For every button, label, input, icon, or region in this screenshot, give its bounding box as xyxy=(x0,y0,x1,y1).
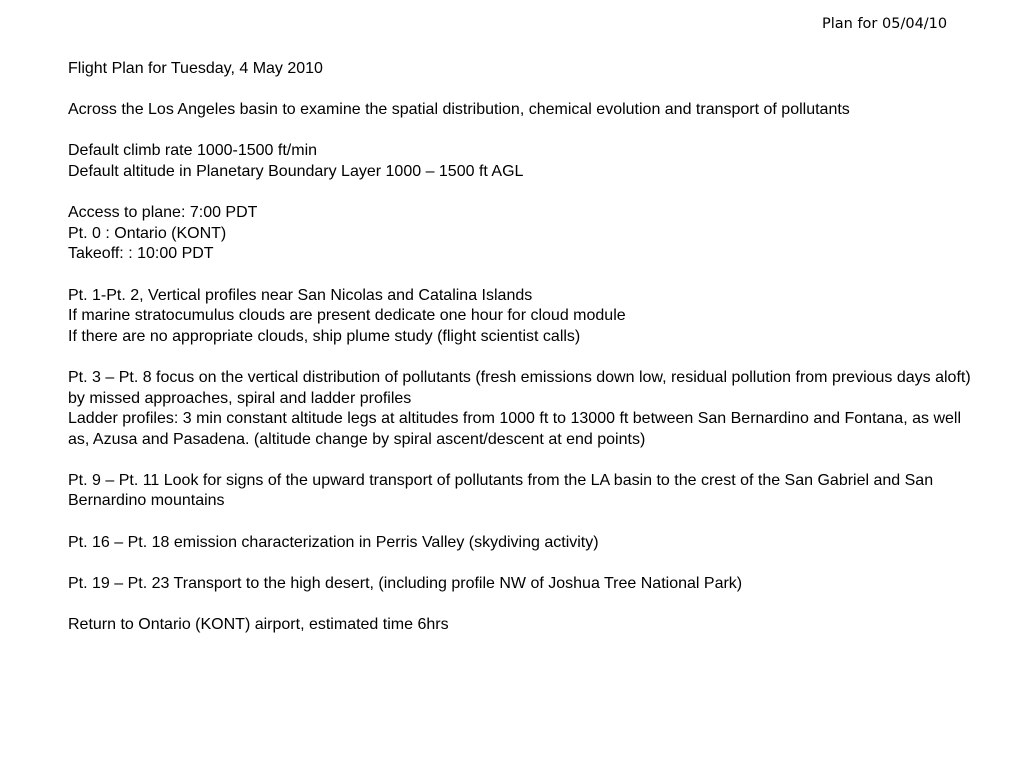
segment-1-2-cloud-module: If marine stratocumulus clouds are present dedicate one hour for cloud module xyxy=(68,307,626,325)
segment-3-8-focus: Pt. 3 – Pt. 8 focus on the vertical distribution of pollutants (fresh emissions down low, residual pollution from previous days aloft) by missed approaches, spiral and ladder profiles xyxy=(68,368,971,407)
start-point: Pt. 0 : Ontario (KONT) xyxy=(68,224,227,242)
spacer xyxy=(68,553,973,574)
segment-3-8-ladder-profiles: Ladder profiles: 3 min constant altitude legs at altitudes from 1000 ft to 13000 ft between San Bernardino and Fontana, as well as, Azusa and Pasadena. (altitude change by spiral ascent/descent at end points) xyxy=(68,410,961,448)
default-climb-rate: Default climb rate 1000-1500 ft/min xyxy=(68,142,318,160)
return-leg: Return to Ontario (KONT) airport, estimated time 6hrs xyxy=(68,616,449,634)
segment-19-23-high-desert: Pt. 19 – Pt. 23 Transport to the high desert, (including profile NW of Joshua Tree National Park) xyxy=(68,574,743,592)
flight-plan-body xyxy=(68,59,973,636)
spacer xyxy=(68,450,973,471)
segment-16-18-emissions: Pt. 16 – Pt. 18 emission characterization in Perris Valley (skydiving activity) xyxy=(68,533,599,551)
takeoff-time: Takeoff: : 10:00 PDT xyxy=(68,245,214,263)
spacer xyxy=(68,265,973,286)
spacer xyxy=(68,121,973,142)
segment-1-2-profiles: Pt. 1-Pt. 2, Vertical profiles near San Nicolas and Catalina Islands xyxy=(68,286,533,304)
spacer xyxy=(68,80,973,101)
spacer xyxy=(68,183,973,204)
spacer xyxy=(68,512,973,533)
spacer xyxy=(68,594,973,615)
spacer xyxy=(68,347,973,368)
plan-date-label: Plan for 05/04/10 xyxy=(822,16,948,32)
segment-1-2-ship-plume: If there are no appropriate clouds, ship plume study (flight scientist calls) xyxy=(68,327,581,345)
access-time: Access to plane: 7:00 PDT xyxy=(68,204,258,222)
default-altitude: Default altitude in Planetary Boundary Layer 1000 – 1500 ft AGL xyxy=(68,162,524,180)
flight-plan-title: Flight Plan for Tuesday, 4 May 2010 xyxy=(68,60,323,77)
segment-9-11-transport: Pt. 9 – Pt. 11 Look for signs of the upward transport of pollutants from the LA basin to the crest of the San Gabriel and San Bernardino mountains xyxy=(68,471,934,510)
objective-text: Across the Los Angeles basin to examine the spatial distribution, chemical evolution and transport of pollutants xyxy=(68,101,850,119)
